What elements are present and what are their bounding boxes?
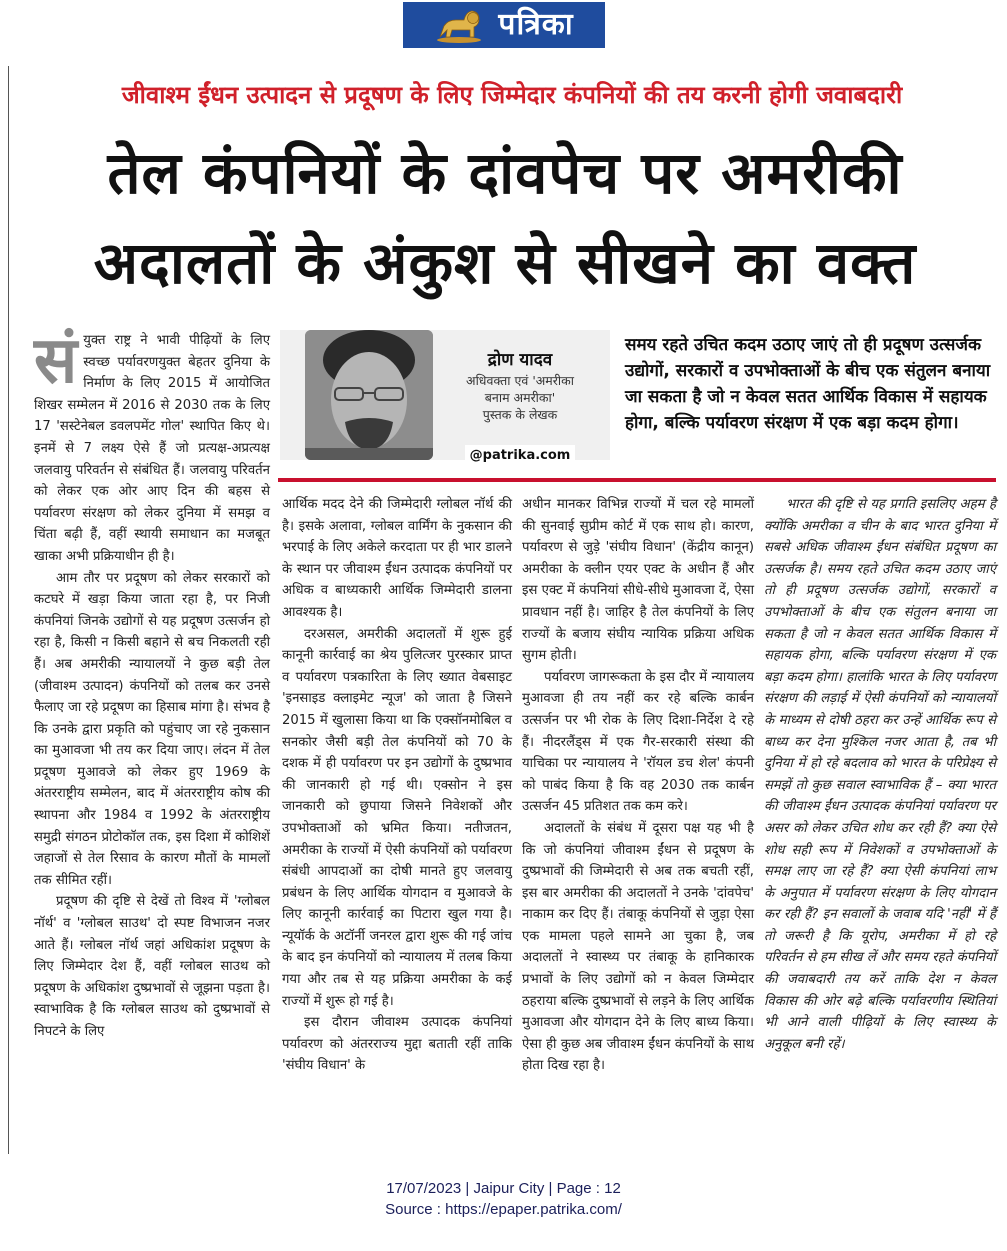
- article-headline: [20, 128, 990, 308]
- paragraph: प्रदूषण की दृष्टि से देखें तो विश्व में 'ग्लोबल नॉर्थ' व 'ग्लोबल साउथ' दो स्पष्ट विभाजन नजर आते हैं। ग्लोबल नॉर्थ जहां अधिकांश प्रदूषण के लिए जिम्मेदार देश हैं, वहीं ग्लोबल साउथ को प्रदूषण के अधिकांश दुष्प्रभावों से जूझना पड़ता है। स्वाभाविक है कि ग्लोबल साउथ को दुष्प्रभावों से निपटने के लिए: [34, 894, 270, 1039]
- drop-cap: सं: [34, 324, 78, 398]
- article-column-2: [282, 494, 512, 1077]
- author-name: द्रोण यादव: [487, 350, 553, 370]
- article-column-1: [34, 324, 270, 1043]
- author-portrait-icon: [305, 330, 433, 460]
- brand-name: पत्रिका: [498, 7, 574, 42]
- source-footer: [0, 1178, 1007, 1220]
- paragraph: अदालतों के संबंध में दूसरा पक्ष यह भी है कि जो कंपनियां जीवाश्म ईंधन से प्रदूषण के दुष्प्रभावों की जिम्मेदारी से अब तक बचती रहीं, इस बार अमरीका की अदालतों ने उनके 'दांवपेच' नाकाम कर दिए हैं। तंबाकू कंपनियों से जुड़ा ऐसा एक मामला पहले सामने आ चुका है, जब अदालतों ने स्वास्थ्य पर तंबाकू के हानिकारक प्रभावों के लिए उद्योगों को न केवल जिम्मेदार ठहराया बल्कि दुष्प्रभावों से लड़ने के लिए आर्थिक मुआवजा और योगदान देने के लिए बाध्य किया। ऐसा ही कुछ अब जीवाश्म ईंधन कंपनियों के साथ होता दिख रहा है।: [522, 820, 754, 1074]
- paragraph: पर्यावरण जागरूकता के इस दौर में न्यायालय मुआवजा ही तय नहीं कर रहे बल्कि कार्बन उत्सर्जन पर भी रोक के लिए दिशा-निर्देश दे रहे हैं। नीदरलैंड्स में एक गैर-सरकारी संस्था की याचिका पर न्यायालय ने 'रॉयल डच शेल' कंपनी को पाबंद किया है कि वह 2030 तक कार्बन उत्सर्जन 45 प्रतिशत तक कम करे।: [522, 669, 754, 815]
- lion-emblem-icon: [434, 6, 484, 44]
- author-role-line-2: बनाम अमरीका': [484, 390, 556, 405]
- author-photo: [305, 330, 433, 460]
- paragraph: आम तौर पर प्रदूषण को लेकर सरकारों को कटघरे में खड़ा किया जाता रहा है, पर निजी कंपनियां जिनके उद्योगों से यह प्रदूषण उत्सर्जन हो रहा है, किसी न किसी बहाने से बच निकलती रही हैं। अब अमरीकी न्यायालयों ने कुछ बड़ी तेल (जीवाश्म उत्पादन) कंपनियों को तलब कर उनसे फैलाए जा रहे प्रदूषण का हिसाब मांगा है। संभव है कि उनके द्वारा प्रकृति को पहुंचाए जा रहे नुकसान का मुआवजा भी तय कर दिया जाए। लंदन में तेल प्रदूषण मुआवजे को लेकर हुए 1969 के अंतरराष्ट्रीय सम्मेलन, बाद में अंतरराष्ट्रीय कोष की स्थापना और 1984 व 1992 के अंतरराष्ट्रीय समुद्री संगठन प्रोटोकॉल तक, इस दिशा में कोशिशें जहाजों से तेल रिसाव के कारण मौतों के मामलों तक सीमित रहीं।: [34, 570, 270, 888]
- site-tag: @patrika.com: [465, 445, 575, 467]
- edition-info: 17/07/2023 | Jaipur City | Page : 12: [386, 1180, 621, 1197]
- divider-rule: [278, 478, 996, 482]
- paragraph: अधीन मानकर विभिन्न राज्यों में चल रहे मामलों की सुनवाई सुप्रीम कोर्ट में एक साथ हो। कारण, पर्यावरण से जुड़े 'संघीय विधान' (केंद्रीय कानून) अमरीका के क्लीन एयर एक्ट के अधीन हैं और इस एक्ट में कंपनियां सीधे-सीधे मुआवजा दें, ऐसा प्रावधान नहीं है। जाहिर है तेल कंपनियों के लिए राज्यों के बजाय संघीय न्यायिक प्रक्रिया अधिक सुगम होती।: [522, 497, 754, 664]
- article-column-4: [764, 494, 996, 1055]
- paragraph: आर्थिक मदद देने की जिम्मेदारी ग्लोबल नॉर्थ की है। इसके अलावा, ग्लोबल वार्मिंग के नुकसान की भरपाई के लिए अकेले करदाता पर ही भार डालने के स्थान पर जीवाश्म ईंधन उत्पादक कंपनियों पर अधिक व बाध्यकारी आर्थिक जिम्मेदारी डालना आवश्यक है।: [282, 497, 512, 620]
- author-role-line-1: अधिवक्ता एवं 'अमरीका: [466, 373, 574, 388]
- paragraph: इस दौरान जीवाश्म उत्पादक कंपनियां पर्यावरण को अंतरराज्य मुद्दा बताती रहीं ताकि 'संघीय विधान' के: [282, 1015, 512, 1074]
- article-column-3: [522, 494, 754, 1077]
- pull-quote: समय रहते उचित कदम उठाए जाएं तो ही प्रदूषण उत्सर्जक उद्योगों, सरकारों व उपभोक्ताओं के बीच एक संतुलन बनाया जा सकता है जो न केवल सतत आर्थिक विकास में सहायक होगा, बल्कि पर्यावरण संरक्षण में एक बड़ा कदम होगा।: [625, 335, 991, 433]
- headline-line-2: अदालतों के अंकुश से सीखने का वक्त: [93, 229, 917, 297]
- author-credit: [440, 348, 600, 423]
- paragraph: युक्त राष्ट्र ने भावी पीढ़ियों के लिए स्वच्छ पर्यावरणयुक्त बेहतर दुनिया के निर्माण के लिए 2015 में आयोजित शिखर सम्मेलन में 2016 से 2030 तक के लिए 17 'सस्टेनेबल डवलपमेंट गोल' स्थापित किए थे। इनमें से 7 लक्ष्य ऐसे हैं जो प्रत्यक्ष-अप्रत्यक्ष जलवायु परिवर्तन से संबंधित हैं। जलवायु परिवर्तन को लेकर एक ओर आए दिन की बहस से पर्यावरण संरक्षण को लेकर दुनिया में समझ व चिंता बढ़ी हैं, वहीं स्थायी समाधान का मजबूत खाका अभी प्रक्रियाधीन ही है।: [34, 333, 270, 564]
- paragraph: भारत की दृष्टि से यह प्रगति इसलिए अहम है क्योंकि अमरीका व चीन के बाद भारत दुनिया में सबसे अधिक जीवाश्म ईंधन संबंधित प्रदूषण का उत्सर्जक है। समय रहते उचित कदम उठाए जाएं तो ही प्रदूषण उत्सर्जक उद्योगों, सरकारों व उपभोक्ताओं के बीच एक संतुलन बनाया जा सकता है जो न केवल सतत आर्थिक विकास में सहायक होगा, बल्कि पर्यावरण संरक्षण में एक बड़ा कदम होगा। हालांकि भारत के लिए पर्यावरण संरक्षण की लड़ाई में ऐसी कंपनियों को न्यायालयों के माध्यम से दोषी ठहरा कर उन्हें आर्थिक रूप से बाध्य कर देना मुश्किल नजर आता है, तब भी दुनिया में हो रहे बदलाव को भारत के परिप्रेक्ष्य से समझें तो कुछ सवाल स्वाभाविक हैं – क्या भारत की जीवाश्म ईंधन उत्पादक कंपनियां पर्यावरण पर असर को लेकर उचित शोध कर रही हैं? क्या ऐसे शोध सही रूप में निवेशकों व उपभोक्ताओं के समक्ष लाए जा रहे हैं? क्या ऐसी कंपनियां लाभ के अनुपात में पर्यावरण संरक्षण के लिए योगदान कर रही हैं? इन सवालों के जवाब यदि 'नहीं' में हैं तो जरूरी है कि यूरोप, अमरीका में हो रहे परिवर्तन से हम सीख लें और समय रहते कंपनियों की जवाबदारी तय करें ताकि देश न केवल विकास की ओर बढ़े बल्कि पर्यावरणीय स्थितियां भी आने वाली पीढ़ियों के लिए स्वास्थ्य के अनुकूल बनी रहें।: [764, 497, 996, 1052]
- paragraph: दरअसल, अमरीकी अदालतों में शुरू हुई कानूनी कार्रवाई का श्रेय पुलित्जर पुरस्कार प्राप्त व पर्यावरण पत्रकारिता के लिए ख्यात वेबसाइट 'इनसाइड क्लाइमेट न्यूज' को जाता है जिसने 2015 में खुलासा किया था कि एक्सॉनमोबिल व सनकोर जैसी बड़ी तेल कंपनियों को 70 के दशक में ही पर्यावरण पर इन उद्योगों के दुष्प्रभाव की जानकारी हो गई थी। एक्सोन ने इस जानकारी को छुपाया जिसने निवेशकों और उपभोक्ताओं को भ्रमित किया। नतीजतन, अमरीका के राज्यों में ऐसी कंपनियों को पर्यावरण संबंधी आपदाओं का दोषी मानते हुए जलवायु प्रबंधन के लिए आर्थिक योगदान व मुआवजे के लिए कानूनी कार्रवाई का पिटारा खुल गया है। न्यूयॉर्क के अटॉर्नी जनरल द्वारा शुरू की गई जांच के बाद इन कंपनियों को न्यायालय में तलब किया गया और तब से यह प्रक्रिया अमरीका के कई राज्यों में शुरू हो गई है।: [282, 626, 512, 1009]
- source-url: Source : https://epaper.patrika.com/: [385, 1201, 622, 1218]
- masthead-logo: [403, 2, 605, 48]
- headline-line-1: तेल कंपनियों के दांवपेच पर अमरीकी: [107, 139, 903, 207]
- article-kicker: जीवाश्म ईंधन उत्पादन से प्रदूषण के लिए जिम्मेदार कंपनियों की तय करनी होगी जवाबदारी: [121, 81, 903, 109]
- author-role-line-3: पुस्तक के लेखक: [482, 407, 558, 422]
